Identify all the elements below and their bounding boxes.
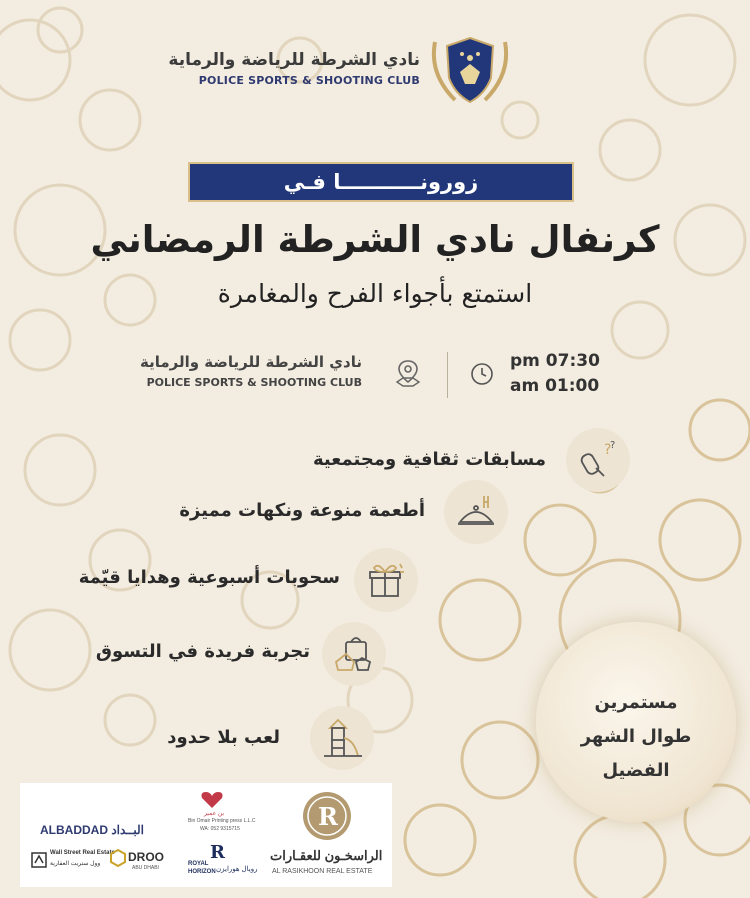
sponsors-panel <box>20 783 392 887</box>
duration-line-1: مستمرين <box>594 692 678 713</box>
svg-text:R: R <box>210 842 225 861</box>
svg-text:?: ? <box>604 442 612 458</box>
visit-us-banner: زورونـــــــــــا فـي <box>188 162 574 202</box>
playground-icon <box>310 706 374 770</box>
police-club-emblem-icon <box>425 34 515 106</box>
feature-label: أطعمة منوعة ونكهات مميزة <box>179 500 425 521</box>
bin-omair-phone: WA: 052 9315715 <box>200 826 240 832</box>
bin-omair-name-en: Bin Omair Printing press L.L.C <box>188 818 256 824</box>
wall-street-name-en: Wall Street Real Estate <box>50 850 115 856</box>
event-title: كرنفال نادي الشرطة الرمضاني <box>90 218 660 261</box>
royal-horizon-logo-icon <box>208 841 228 861</box>
club-name-en: POLICE SPORTS & SHOOTING CLUB <box>198 74 420 87</box>
royal-horizon-name-en-2: HORIZON <box>188 869 216 875</box>
duration-line-2: طوال الشهر <box>580 726 692 747</box>
feature-label: مسابقات ثقافية ومجتمعية <box>313 449 546 470</box>
droo-name: DROO <box>128 850 164 864</box>
wall-street-name-ar: وول ستريت العقارية <box>50 861 101 867</box>
droo-location: ABU DHABI <box>132 865 159 871</box>
duration-badge <box>536 622 736 822</box>
albaddad-logo: ALBADDAD البــداد <box>40 823 144 837</box>
rasikhoon-logo-icon <box>300 789 354 843</box>
shopping-bag-icon <box>322 622 386 686</box>
rasikhoon-name-en: AL RASIKHOON REAL ESTATE <box>272 868 373 875</box>
royal-horizon-name-en-1: ROYAL <box>188 861 209 867</box>
venue-name-ar: نادي الشرطة للرياضة والرماية <box>140 353 362 371</box>
feature-label: تجربة فريدة في التسوق <box>95 641 310 662</box>
start-time: pm 07:30 <box>510 351 600 371</box>
droo-logo-icon <box>110 849 126 867</box>
clock-icon <box>470 362 494 386</box>
feature-label: سحوبات أسبوعية وهدايا قيّمة <box>78 567 340 588</box>
end-time: am 01:00 <box>510 376 600 396</box>
rasikhoon-name-ar: الراسخـون للعقـارات <box>270 848 383 863</box>
bin-omair-heart-icon <box>200 791 224 809</box>
gift-box-icon <box>354 548 418 612</box>
location-pin-icon <box>393 358 423 388</box>
duration-line-3: الفضيل <box>602 760 670 781</box>
header <box>0 28 750 108</box>
royal-horizon-name-ar: رويال هورايزن <box>216 866 258 873</box>
club-name-ar: نادي الشرطة للرياضة والرماية <box>168 50 420 70</box>
event-subtitle: استمتع بأجواء الفرح والمغامرة <box>217 279 533 308</box>
venue-name-en: POLICE SPORTS & SHOOTING CLUB <box>146 376 362 389</box>
microphone-question-icon <box>566 428 630 492</box>
bin-omair-name-ar: بن عمير <box>204 811 225 817</box>
food-tray-icon <box>444 480 508 544</box>
feature-label: لعب بلا حدود <box>167 727 280 748</box>
svg-text:?: ? <box>610 440 616 451</box>
wall-street-logo-icon <box>30 851 48 869</box>
svg-text:R: R <box>318 802 338 831</box>
info-divider <box>447 352 448 398</box>
